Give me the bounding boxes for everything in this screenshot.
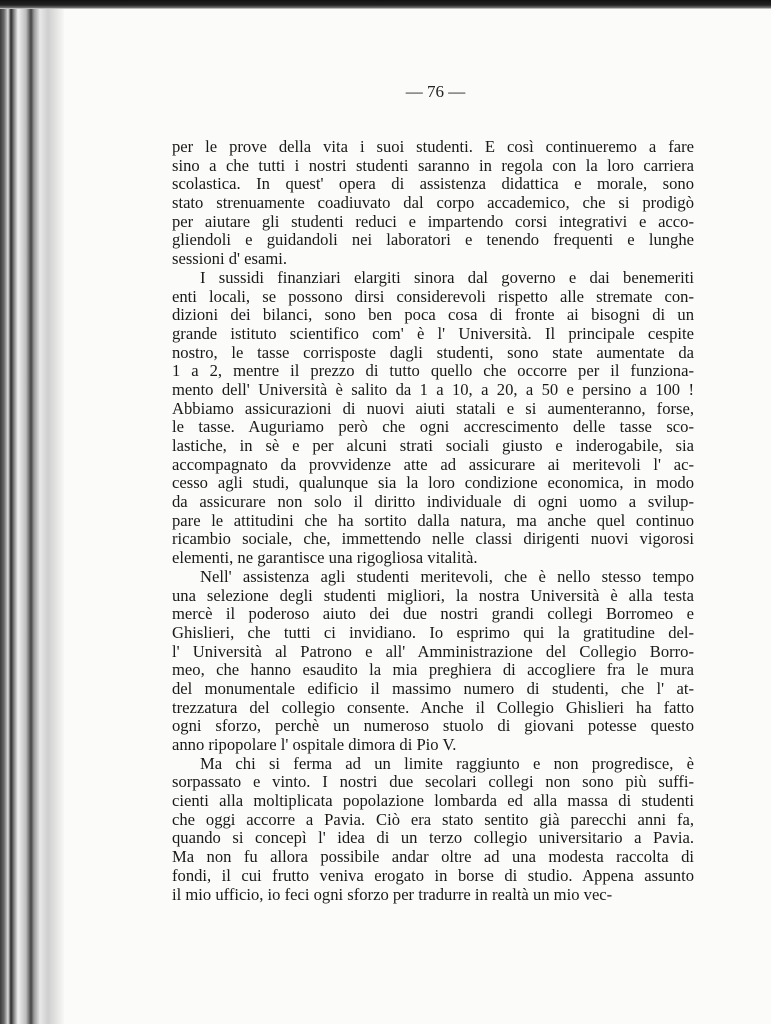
text-line: fondi, il cui frutto veniva erogato in borse di studio. Appena assunto: [172, 866, 694, 885]
text-line: stato strenuamente coadiuvato dal corpo accademico, che si prodigò: [172, 194, 694, 213]
text-line: meo, che hanno esaudito la mia preghiera di accogliere fra le mura: [172, 661, 694, 680]
text-line: sino a che tutti i nostri studenti saranno in regola con la loro carriera: [172, 156, 694, 175]
text-line: Ghislieri, che tutti ci invidiano. Io esprimo qui la gratitudine del-: [172, 623, 694, 642]
text-line: del monumentale edificio il massimo numero di studenti, che l' at-: [172, 679, 694, 698]
text-line: le tasse. Auguriamo però che ogni accrescimento delle tasse sco-: [172, 418, 694, 437]
text-line: Ma non fu allora possibile andar oltre ad una modesta raccolta di: [172, 848, 694, 867]
text-line: 1 a 2, mentre il prezzo di tutto quello che occorre per il funziona-: [172, 362, 694, 381]
text-line: mercè il poderoso aiuto dei due nostri grandi collegi Borromeo e: [172, 605, 694, 624]
text-line: gliendoli e guidandoli nei laboratori e tenendo frequenti e lunghe: [172, 231, 694, 250]
paragraph: [172, 568, 694, 755]
text-line: Ma chi si ferma ad un limite raggiunto e non progredisce, è: [200, 754, 694, 773]
text-line: ogni sforzo, perchè un numeroso stuolo di giovani potesse questo: [172, 717, 694, 736]
paragraph: [172, 755, 694, 905]
text-line: Abbiamo assicurazioni di nuovi aiuti statali e si aumenteranno, forse,: [172, 399, 694, 418]
text-line: quando si concepì l' idea di un terzo collegio universitario a Pavia.: [172, 829, 694, 848]
page-number: — 76 —: [405, 82, 466, 101]
text-line: accompagnato da provvidenze atte ad assicurare ai meritevoli l' ac-: [172, 455, 694, 474]
scan-top-edge: [0, 0, 771, 9]
text-line: una selezione degli studenti migliori, la nostra Università è alla testa: [172, 586, 694, 605]
text-line: ricambio sociale, che, immettendo nelle classi dirigenti nuovi vigorosi: [172, 530, 694, 549]
paragraph: [172, 269, 694, 568]
text-line: grande istituto scientifico com' è l' Università. Il principale cespite: [172, 324, 694, 343]
text-line: da assicurare non solo il diritto individuale di ogni uomo a svilup-: [172, 493, 694, 512]
text-line: Nell' assistenza agli studenti meritevoli, che è nello stesso tempo: [200, 567, 694, 586]
text-line: il mio ufficio, io feci ogni sforzo per tradurre in realtà un mio vec-: [172, 885, 613, 904]
text-line: scolastica. In quest' opera di assistenza didattica e morale, sono: [172, 175, 694, 194]
text-line: sorpassato e vinto. I nostri due secolari collegi non sono più suffi-: [172, 773, 694, 792]
text-line: I sussidi finanziari elargiti sinora dal governo e dai benemeriti: [200, 268, 694, 287]
text-line: per le prove della vita i suoi studenti. E così continueremo a fare: [172, 138, 694, 156]
text-line: l' Università al Patrono e all' Amministrazione del Collegio Borro-: [172, 642, 694, 661]
text-line: che oggi accorre a Pavia. Ciò era stato sentito già parecchi anni fa,: [172, 810, 694, 829]
text-line: cesso agli studi, qualunque sia la loro condizione economica, in modo: [172, 474, 694, 493]
text-line: cienti alla moltiplicata popolazione lombarda ed alla massa di studenti: [172, 792, 694, 811]
text-line: elementi, ne garantisce una rigogliosa vitalità.: [172, 549, 478, 568]
text-line: sessioni d' esami.: [172, 250, 287, 269]
book-binding-edge: [0, 0, 64, 1024]
body-text: [172, 138, 694, 904]
text-line: dizioni dei bilanci, sono ben poca cosa di fronte ai bisogni di un: [172, 306, 694, 325]
paragraph: [172, 138, 694, 269]
text-line: nostro, le tasse corrisposte dagli studenti, sono state aumentate da: [172, 343, 694, 362]
text-line: pare le attitudini che ha sortito dalla natura, ma anche quel continuo: [172, 511, 694, 530]
text-line: mento dell' Università è salito da 1 a 10, a 20, a 50 e persino a 100 !: [172, 380, 694, 399]
text-line: trezzatura del collegio consente. Anche il Collegio Ghislieri ha fatto: [172, 698, 694, 717]
text-line: per aiutare gli studenti reduci e impartendo corsi integrativi e acco-: [172, 212, 694, 231]
text-line: enti locali, se possono dirsi considerevoli rispetto alle stremate con-: [172, 287, 694, 306]
text-line: lastiche, in sè e per alcuni strati sociali giusto e inderogabile, sia: [172, 437, 694, 455]
text-line: anno ripopolare l' ospitale dimora di Pio V.: [172, 736, 457, 754]
